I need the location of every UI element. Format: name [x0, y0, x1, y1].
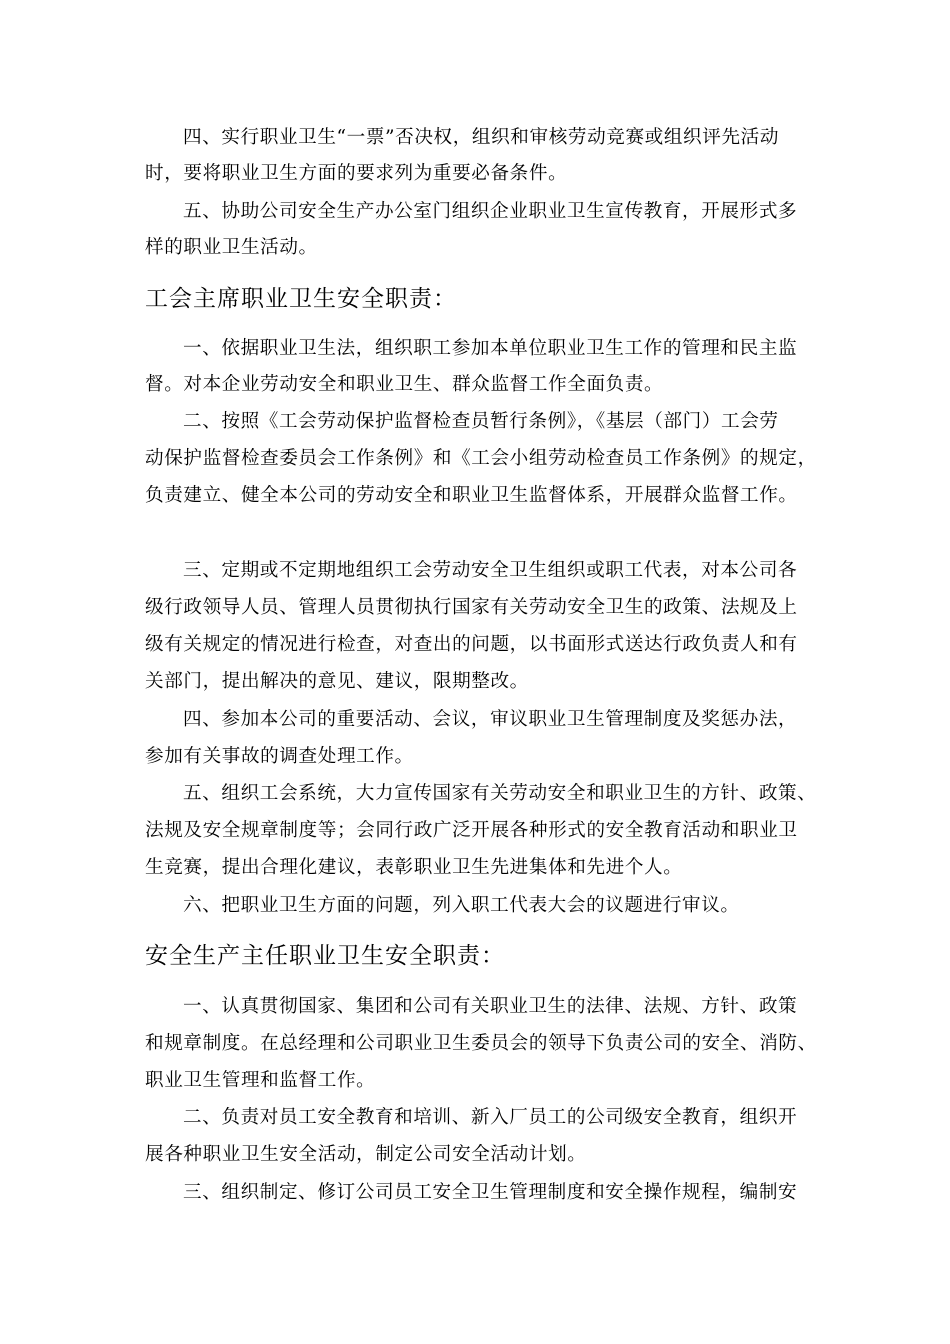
paragraph-line: 五、组织工会系统，大力宣传国家有关劳动安全和职业卫生的方针、政策、	[183, 783, 817, 804]
paragraph-line: 一、依据职业卫生法，组织职工参加本单位职业卫生工作的管理和民主监	[183, 338, 798, 359]
paragraph-line: 负责建立、健全本公司的劳动安全和职业卫生监督体系，开展群众监督工作。	[145, 485, 798, 506]
paragraph-line: 五、协助公司安全生产办公室门组织企业职业卫生宣传教育，开展形式多	[183, 201, 798, 222]
paragraph-line: 和规章制度。在总经理和公司职业卫生委员会的领导下负责公司的安全、消防、	[145, 1033, 817, 1054]
paragraph-line: 二、按照《工会劳动保护监督检查员暂行条例》，《基层（部门）工会劳	[183, 411, 779, 432]
paragraph-line: 参加有关事故的调查处理工作。	[145, 746, 414, 767]
paragraph-line: 法规及安全规章制度等；会同行政广泛开展各种形式的安全教育活动和职业卫	[145, 820, 798, 841]
paragraph-line: 关部门，提出解决的意见、建议，限期整改。	[145, 671, 529, 692]
paragraph-line: 生竞赛，提出合理化建议，表彰职业卫生先进集体和先进个人。	[145, 857, 683, 878]
paragraph-line: 一、认真贯彻国家、集团和公司有关职业卫生的法律、法规、方针、政策	[183, 996, 798, 1017]
paragraph-line: 四、实行职业卫生“一票”否决权，组织和审核劳动竞赛或组织评先活动	[183, 127, 780, 148]
section-heading-safety-director: 安全生产主任职业卫生安全职责：	[145, 943, 505, 969]
paragraph-line: 三、定期或不定期地组织工会劳动安全卫生组织或职工代表，对本公司各	[183, 560, 798, 581]
paragraph-line: 样的职业卫生活动。	[145, 237, 318, 258]
paragraph-line: 二、负责对员工安全教育和培训、新入厂员工的公司级安全教育，组织开	[183, 1107, 798, 1128]
paragraph-line: 职业卫生管理和监督工作。	[145, 1070, 376, 1091]
section-heading-union-chair: 工会主席职业卫生安全职责：	[145, 286, 457, 312]
paragraph-line: 督。对本企业劳动安全和职业卫生、群众监督工作全面负责。	[145, 374, 664, 395]
paragraph-line: 三、组织制定、修订公司员工安全卫生管理制度和安全操作规程，编制安	[183, 1182, 798, 1203]
paragraph-line: 六、把职业卫生方面的问题，列入职工代表大会的议题进行审议。	[183, 895, 740, 916]
paragraph-line: 动保护监督检查委员会工作条例》和《工会小组劳动检查员工作条例》的规定，	[145, 448, 817, 469]
paragraph-line: 四、参加本公司的重要活动、会议，审议职业卫生管理制度及奖惩办法，	[183, 709, 798, 730]
paragraph-line: 级行政领导人员、管理人员贯彻执行国家有关劳动安全卫生的政策、法规及上	[145, 597, 798, 618]
paragraph-line: 时，要将职业卫生方面的要求列为重要必备条件。	[145, 163, 568, 184]
paragraph-line: 级有关规定的情况进行检查，对查出的问题，以书面形式送达行政负责人和有	[145, 634, 798, 655]
paragraph-line: 展各种职业卫生安全活动，制定公司安全活动计划。	[145, 1144, 587, 1165]
